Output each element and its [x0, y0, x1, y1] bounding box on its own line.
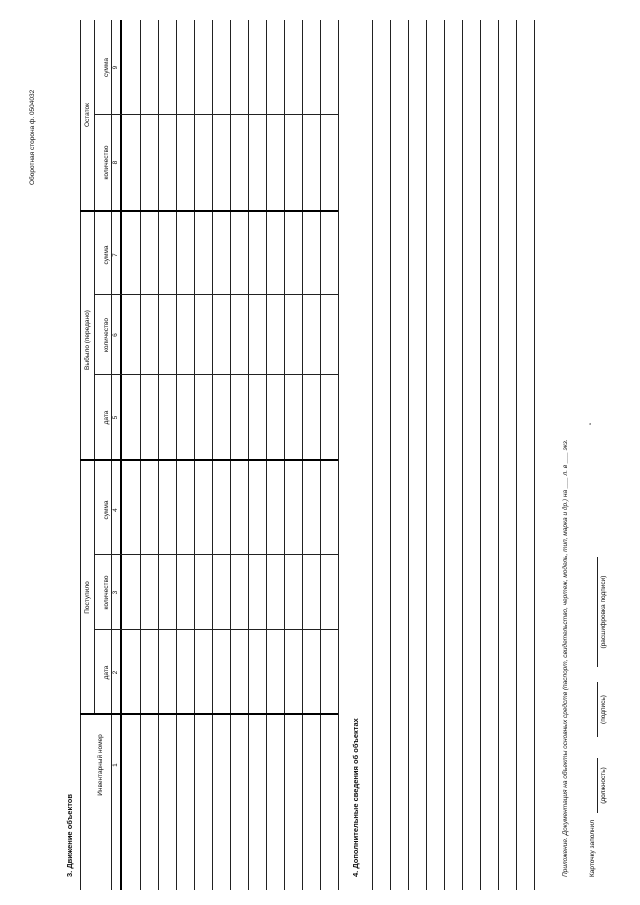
disposed-date-header: дата [103, 410, 110, 425]
notes-line [390, 20, 391, 890]
column-number: 6 [112, 333, 119, 337]
column-number: 3 [112, 590, 119, 595]
col-divider-received [80, 713, 338, 715]
signature-caption: (подпись) [600, 695, 607, 724]
header-bottom-border [120, 20, 122, 890]
table-row-line [212, 20, 213, 890]
column-number: 2 [112, 670, 119, 675]
col-group-disposed: Выбыло (передано) [84, 310, 91, 370]
table-row-line [266, 20, 267, 890]
attachment-note: Приложение. Документация на объекты основных средств (паспорт, свидетельство, чертеж, модель, тип, марка и др.) на ___ л. в ___ экз. [562, 439, 569, 877]
form-code-label: Оборотная сторона ф. 0504032 [29, 89, 36, 185]
notes-line [498, 20, 499, 890]
section-4-title: 4. Дополнительные сведения об объектах [351, 718, 360, 877]
position-line [597, 758, 598, 813]
col-divider [94, 374, 338, 375]
table-top-border [80, 20, 81, 890]
col-divider [94, 629, 338, 630]
col-group-balance: Остаток [84, 102, 91, 128]
table-row-line [140, 20, 141, 890]
column-number: 1 [112, 763, 119, 767]
position-caption: (должность) [600, 767, 607, 804]
col-divider [94, 114, 338, 115]
table-row-line [158, 20, 159, 890]
decoding-caption: (расшифровка подписи) [600, 575, 607, 649]
col-inventory-number: Инвентарный номер [97, 734, 104, 796]
notes-line [372, 20, 373, 890]
col-divider [94, 554, 338, 555]
notes-line [444, 20, 445, 890]
column-number: 9 [112, 65, 119, 70]
notes-line [534, 20, 535, 890]
notes-line [408, 20, 409, 890]
col-group-received: Поступило [84, 581, 91, 614]
received-quantity-header: количество [103, 575, 110, 610]
disposed-sum-header: сумма [103, 245, 110, 265]
col-divider [94, 294, 338, 295]
group-header-divider [94, 20, 95, 715]
notes-line [516, 20, 517, 890]
table-bottom-border [338, 20, 339, 890]
disposed-quantity-header: количество [103, 317, 110, 353]
table-row-line [248, 20, 249, 890]
decoding-line [597, 557, 598, 667]
signature-line [597, 682, 598, 737]
column-number: 5 [112, 415, 119, 420]
subheader-divider [111, 20, 112, 890]
col-divider-disposed [80, 459, 338, 461]
received-date-header: дата [103, 665, 110, 680]
filled-by-label: Карточку заполнил [589, 819, 596, 877]
table-row-line [320, 20, 321, 890]
col-divider-balance [80, 210, 338, 212]
notes-line [426, 20, 427, 890]
notes-line [480, 20, 481, 890]
received-sum-header: сумма [103, 500, 110, 520]
table-row-line [176, 20, 177, 890]
table-row-line [302, 20, 303, 890]
column-number: 7 [112, 253, 119, 257]
table-row-line [230, 20, 231, 890]
section-3-title: 3. Движение объектов [65, 794, 74, 877]
table-row-line [284, 20, 285, 890]
notes-line [462, 20, 463, 890]
column-number: 4 [112, 508, 119, 512]
table-row-line [194, 20, 195, 890]
column-number: 8 [112, 160, 119, 165]
balance-quantity-header: количество [103, 145, 110, 180]
balance-sum-header: сумма [103, 58, 110, 77]
date-mark: " [589, 422, 596, 425]
